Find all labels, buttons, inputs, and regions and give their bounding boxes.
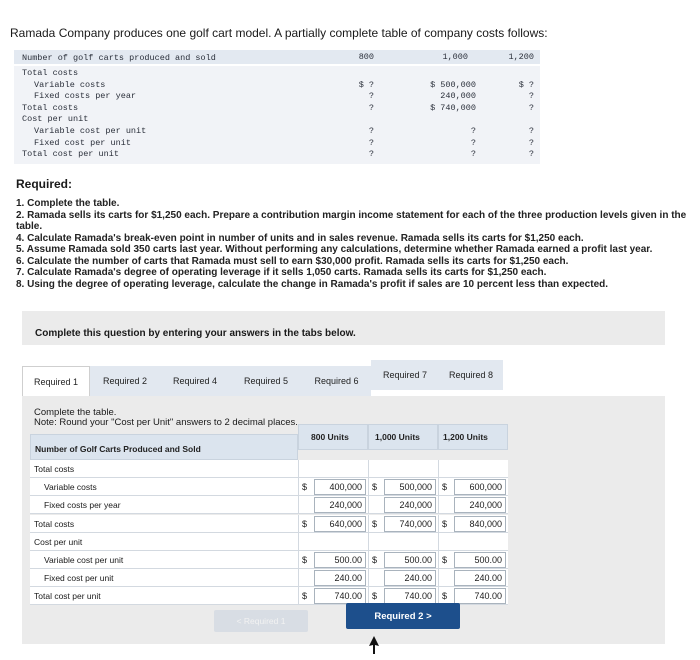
column-divider — [368, 460, 369, 478]
dollar-sign: $ — [302, 555, 308, 565]
answer-col-1000-header: 1,000 Units — [368, 424, 438, 450]
answer-row-label: Cost per unit — [34, 536, 83, 547]
answer-input-field[interactable]: 240.00 — [454, 570, 506, 586]
previous-required-button[interactable]: < Required 1 — [214, 610, 308, 632]
answer-table-row — [30, 478, 508, 496]
cost-table-row — [14, 80, 540, 90]
answer-col-800-header: 800 Units — [298, 424, 368, 450]
tab-required-7[interactable]: Required 7 — [371, 360, 439, 390]
tab-required-4[interactable]: Required 4 — [160, 366, 230, 396]
column-divider — [298, 460, 299, 478]
cost-table-cell: ? — [368, 91, 374, 102]
cost-table-row-label: Total cost per unit — [22, 149, 119, 160]
answer-table-header-label-cell — [30, 434, 298, 460]
dollar-sign: $ — [372, 555, 378, 565]
cost-table-cell: ? — [528, 149, 534, 160]
requirement-item: 5. Assume Ramada sold 350 carts last year. Without performing any calculations, determine whether Ramada earned a profit last year. — [16, 244, 653, 255]
answer-input-field[interactable]: 240,000 — [384, 497, 436, 513]
cost-table-cell: ? — [528, 102, 534, 113]
tab-required-1[interactable]: Required 1 — [22, 366, 90, 396]
next-required-button[interactable]: Required 2 > — [346, 603, 460, 629]
cost-table-row-label: Fixed costs per year — [34, 91, 137, 102]
panel-title: Complete the table. — [34, 407, 117, 418]
answer-input-field[interactable]: 740.00 — [314, 588, 366, 604]
tab-required-5[interactable]: Required 5 — [230, 366, 302, 396]
cost-table-cell: ? — [470, 126, 476, 136]
cost-table-row-label: Total costs — [22, 102, 79, 113]
column-divider — [298, 515, 299, 533]
panel-instructions — [34, 408, 298, 428]
requirement-item: 2. Ramada sells its carts for $1,250 each. Prepare a contribution margin income statement for each of the three production levels given in the table. — [16, 209, 687, 232]
cost-table-cell: ? — [470, 149, 476, 160]
column-divider — [438, 515, 439, 533]
cost-table-cell: ? — [368, 137, 374, 148]
cost-table-row-label: Variable costs — [34, 79, 106, 90]
answer-input-field[interactable]: 240.00 — [384, 570, 436, 586]
column-divider — [368, 551, 369, 569]
answer-input-field[interactable]: 400,000 — [314, 479, 366, 495]
answer-input-field[interactable]: 500.00 — [454, 552, 506, 568]
answer-row-label: Total costs — [34, 464, 75, 474]
answer-input-field[interactable]: 500.00 — [314, 552, 366, 568]
cost-table-row — [14, 149, 540, 159]
dollar-sign: $ — [302, 591, 308, 602]
dollar-sign: $ — [302, 482, 308, 493]
column-divider — [298, 551, 299, 569]
column-divider — [368, 533, 369, 551]
answer-table-row — [30, 533, 508, 551]
answer-row-label: Variable cost per unit — [44, 555, 124, 565]
answer-table-row — [30, 460, 508, 478]
answer-input-field[interactable]: 500,000 — [384, 479, 436, 495]
column-divider — [438, 551, 439, 569]
problem-intro: Ramada Company produces one golf cart model. A partially complete table of company costs follows: — [10, 26, 548, 40]
cost-table-row-label: Fixed cost per unit — [34, 137, 131, 148]
cost-table-row — [14, 103, 540, 113]
cost-table-cell: ? — [528, 126, 534, 136]
cost-table-cell: $ ? — [518, 79, 534, 90]
requirement-item: 6. Calculate the number of carts that Ramada must sell to earn $30,000 profit. Ramada sells its carts for $1,250 each. — [16, 255, 569, 267]
answer-table-header-label: Number of Golf Carts Produced and Sold — [35, 444, 201, 454]
answer-input-field[interactable]: 240,000 — [314, 497, 366, 513]
cost-table-col-1200: 1,200 — [508, 52, 534, 62]
answer-input-field[interactable]: 740.00 — [454, 588, 506, 604]
instruction-banner: Complete this question by entering your answers in the tabs below. — [22, 311, 665, 345]
cost-table-row-label: Variable cost per unit — [34, 126, 147, 136]
answer-input-field[interactable]: 740,000 — [384, 516, 436, 532]
answer-input-field[interactable]: 240.00 — [314, 570, 366, 586]
answer-input-field[interactable]: 500.00 — [384, 552, 436, 568]
cost-table-row — [14, 114, 540, 124]
answer-input-field[interactable]: 840,000 — [454, 516, 506, 532]
cost-table-row-label: Total costs — [22, 68, 79, 78]
answer-row-label: Total costs — [34, 518, 75, 529]
cost-table-row-label: Cost per unit — [22, 114, 89, 125]
answer-table-row — [30, 569, 508, 587]
cost-table-cell: $ 740,000 — [430, 102, 476, 113]
column-divider — [368, 515, 369, 533]
cost-table-cell: ? — [368, 102, 374, 113]
panel-note: Note: Round your "Cost per Unit" answers to 2 decimal places. — [34, 417, 298, 428]
dollar-sign: $ — [442, 591, 448, 602]
column-divider — [298, 587, 299, 605]
column-divider — [298, 569, 299, 587]
dollar-sign: $ — [372, 591, 378, 602]
answer-input-field[interactable]: 740.00 — [384, 588, 436, 604]
cost-table-cell: ? — [470, 137, 476, 148]
cost-table-cell: $ 500,000 — [430, 79, 476, 90]
answer-col-1200-header: 1,200 Units — [438, 424, 508, 450]
dollar-sign: $ — [442, 555, 448, 565]
answer-input-field[interactable]: 240,000 — [454, 497, 506, 513]
tab-required-2[interactable]: Required 2 — [90, 366, 160, 396]
cost-table-cell: ? — [368, 149, 374, 160]
answer-table-row — [30, 496, 508, 514]
column-divider — [368, 496, 369, 514]
column-divider — [298, 496, 299, 514]
mouse-cursor-icon — [368, 636, 380, 654]
cost-table-cell: ? — [528, 91, 534, 102]
cost-table-row — [14, 91, 540, 101]
cost-table-cell: ? — [528, 137, 534, 148]
dollar-sign: $ — [372, 482, 378, 493]
cost-table-col-800: 800 — [358, 52, 374, 62]
column-divider — [368, 569, 369, 587]
answer-table — [30, 434, 508, 606]
answer-table-row — [30, 515, 508, 533]
column-divider — [438, 569, 439, 587]
requirement-item: 8. Using the degree of operating leverage, calculate the change in Ramada's profit if sales are 10 percent less than expected. — [16, 278, 609, 290]
column-divider — [438, 496, 439, 514]
column-divider — [438, 533, 439, 551]
cost-table-body — [14, 66, 540, 164]
tab-required-8[interactable]: Required 8 — [439, 360, 503, 390]
cost-table-row — [14, 138, 540, 148]
column-divider — [298, 478, 299, 496]
cost-table-col-1000: 1,000 — [442, 52, 468, 62]
column-divider — [368, 478, 369, 496]
dollar-sign: $ — [442, 518, 448, 529]
dollar-sign: $ — [442, 482, 448, 493]
answer-row-label: Fixed cost per unit — [44, 573, 114, 584]
cost-table-row — [14, 68, 540, 78]
tab-required-6[interactable]: Required 6 — [302, 366, 371, 396]
column-divider — [298, 533, 299, 551]
cost-table-header — [14, 50, 540, 64]
cost-table-cell: ? — [368, 126, 374, 136]
answer-panel — [22, 396, 665, 644]
requirement-tabs — [22, 366, 512, 396]
answer-input-field[interactable]: 600,000 — [454, 479, 506, 495]
column-divider — [438, 460, 439, 478]
dollar-sign: $ — [372, 518, 378, 529]
answer-row-label: Total cost per unit — [34, 591, 101, 602]
requirement-item: 7. Calculate Ramada's degree of operating leverage if it sells 1,050 carts. Ramada sells its carts for $1,250 each. — [16, 267, 547, 278]
answer-input-field[interactable]: 640,000 — [314, 516, 366, 532]
answer-row-label: Fixed costs per year — [44, 500, 121, 511]
answer-row-label: Variable costs — [44, 482, 97, 493]
requirement-item: 1. Complete the table. — [16, 198, 120, 209]
cost-table-header-label: Number of golf carts produced and sold — [22, 53, 216, 63]
required-heading: Required: — [16, 177, 73, 191]
cost-table-row — [14, 126, 540, 136]
cost-table-cell: $ ? — [358, 79, 374, 90]
dollar-sign: $ — [302, 518, 308, 529]
requirements-list — [16, 198, 700, 290]
answer-table-row — [30, 551, 508, 569]
requirement-item: 4. Calculate Ramada's break-even point in number of units and in sales revenue. Ramada sells its carts for $1,250 each. — [16, 232, 584, 244]
cost-table-cell: 240,000 — [440, 91, 476, 102]
column-divider — [438, 478, 439, 496]
